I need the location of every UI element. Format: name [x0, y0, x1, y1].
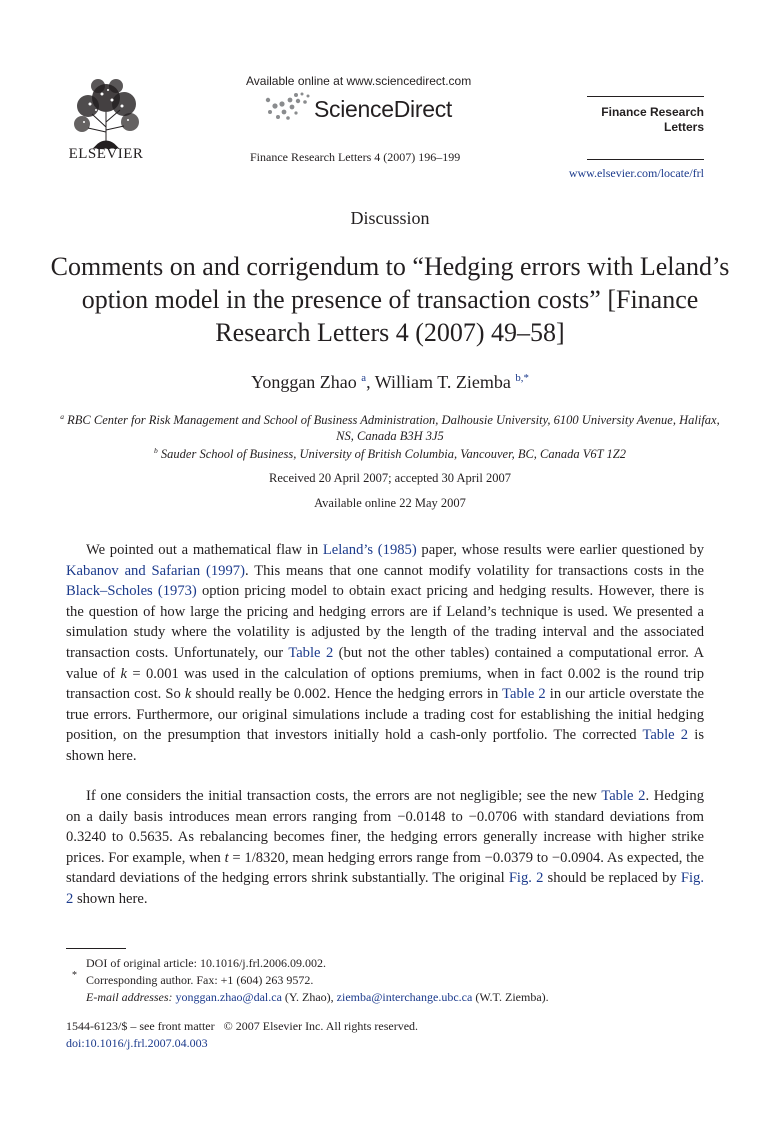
sciencedirect-dots-icon: [262, 90, 322, 124]
publisher-wordmark: ELSEVIER: [68, 146, 144, 162]
math-symbol-k: k: [184, 686, 192, 703]
body-text: . This means that one cannot modify volatility for transactions costs in the: [244, 562, 704, 579]
table-2-link[interactable]: Table 2: [601, 788, 646, 804]
citation-link-kabanov[interactable]: Kabanov and Safarian (1997): [66, 562, 245, 579]
math-symbol-k: k: [120, 665, 127, 682]
affiliation-mark: b: [154, 445, 158, 455]
sciencedirect-wordmark: ScienceDirect: [314, 96, 452, 122]
citation-link-leland[interactable]: Leland’s (1985): [322, 542, 417, 558]
body-text: (but not the other tables) contained a computational error. A value of: [66, 644, 704, 682]
fig-2-link[interactable]: Fig. 2: [508, 870, 544, 887]
email-link-ziemba[interactable]: ziemba@interchange.ubc.ca: [336, 990, 473, 1004]
header-rule-top: [587, 96, 704, 97]
section-label: Discussion: [350, 208, 430, 228]
available-online-text: Available online at www.sciencedirect.com: [246, 74, 472, 88]
footnote-corresponding: Corresponding author. Fax: +1 (604) 263 9572.: [86, 973, 314, 987]
body-paragraph-2: [66, 786, 704, 910]
journal-url-link[interactable]: www.elsevier.com/locate/frl: [568, 166, 704, 180]
corresponding-mark: *: [72, 970, 77, 981]
body-text: shown here.: [73, 890, 148, 907]
affiliation-text: Sauder School of Business, University of British Columbia, Vancouver, BC, Canada V6T 1Z2: [160, 447, 626, 461]
journal-name-line2: Letters: [663, 120, 704, 134]
author-list: [0, 372, 780, 393]
body-text: option pricing model to obtain exact pricing and hedging results. However, there is the question of how large the pricing and hedging errors are if Leland’s technique is used. We presented a simulation study where the volatility is adjusted by the length of the trading interval and the associated transaction costs. Unfortunately, our: [66, 583, 705, 661]
affiliation-a: [60, 412, 720, 444]
received-date: Received 20 April 2007; accepted 30 April 2007: [269, 471, 511, 485]
math-symbol-t: t: [224, 849, 229, 866]
body-paragraph-1: [66, 540, 704, 767]
fig-2-link[interactable]: Fig. 2: [66, 870, 705, 907]
footnote-emails: [86, 989, 706, 1006]
citation-link-black-scholes[interactable]: Black–Scholes (1973): [66, 583, 197, 600]
table-2-link[interactable]: Table 2: [288, 644, 334, 661]
journal-name-line1: Finance Research: [601, 105, 704, 119]
journal-citation: Finance Research Letters 4 (2007) 196–199: [250, 150, 461, 164]
author-separator: ,: [366, 372, 375, 392]
email-link-zhao[interactable]: yonggan.zhao@dal.ca: [175, 990, 282, 1004]
body-text: should be replaced by: [543, 870, 681, 887]
body-text: in our article overstate the true errors. Furthermore, our original simulations include a trading cost for establishing the initial hedging position, on the presumption that investors initially hold a cash-only portfolio. The corrected: [66, 686, 704, 744]
author-name: Yonggan Zhao: [251, 372, 357, 392]
body-text: . Hedging on a daily basis introduces mean errors ranging from −0.0148 to −0.0706 with standard deviations from 0.3240 to 0.5635. As rebalancing becomes finer, the hedging errors generally increase with higher strike prices. For example, when: [66, 788, 704, 866]
body-text: = 0.001 was used in the calculation of options premiums, when in fact 0.002 is the round trip transaction cost. So: [66, 665, 704, 703]
table-2-link[interactable]: Table 2: [502, 686, 546, 703]
header-rule-bottom: [587, 159, 704, 160]
footnote-rule: [66, 948, 126, 949]
affiliation-text: RBC Center for Risk Management and School of Business Administration, Dalhousie University, 6100 University Avenue, Halifax, NS, Canada B3H 3J5: [67, 413, 720, 443]
body-text: should really be 0.002. Hence the hedging errors in: [191, 686, 503, 703]
available-online-date: Available online 22 May 2007: [314, 496, 466, 510]
affiliation-link-a[interactable]: a: [361, 372, 367, 384]
email-owner: (W.T. Ziemba).: [472, 990, 549, 1004]
body-text: is shown here.: [66, 727, 705, 764]
author-name: William T. Ziemba: [374, 372, 511, 392]
affiliation-mark: a: [60, 411, 65, 421]
doi-link[interactable]: doi:10.1016/j.frl.2007.04.003: [66, 1036, 208, 1050]
article-title: Comments on and corrigendum to “Hedging errors with Leland’s option model in the presence of transaction costs” [Finance Research Letters 4 (2007) 49–58]: [50, 252, 730, 347]
body-text: = 1/8320, mean hedging errors range from −0.0379 to −0.0904. As expected, the standard deviations of the hedging errors shrink substantially. The original: [66, 849, 704, 887]
affiliation-link-b[interactable]: b,*: [515, 372, 529, 384]
affiliation-b: [60, 446, 720, 462]
journal-name: [601, 105, 704, 135]
body-text: We pointed out a mathematical flaw in: [86, 542, 323, 558]
email-owner: (Y. Zhao),: [281, 990, 337, 1004]
footnote-original-doi: DOI of original article: 10.1016/j.frl.2006.09.002.: [86, 956, 326, 970]
email-label: E-mail addresses:: [86, 990, 173, 1004]
table-2-link[interactable]: Table 2: [642, 727, 689, 744]
copyright-line: 1544-6123/$ – see front matter © 2007 Elsevier Inc. All rights reserved.: [66, 1019, 419, 1033]
body-text: paper, whose results were earlier questioned by: [416, 542, 704, 558]
body-text: If one considers the initial transaction costs, the errors are not negligible; see the new: [86, 788, 602, 804]
